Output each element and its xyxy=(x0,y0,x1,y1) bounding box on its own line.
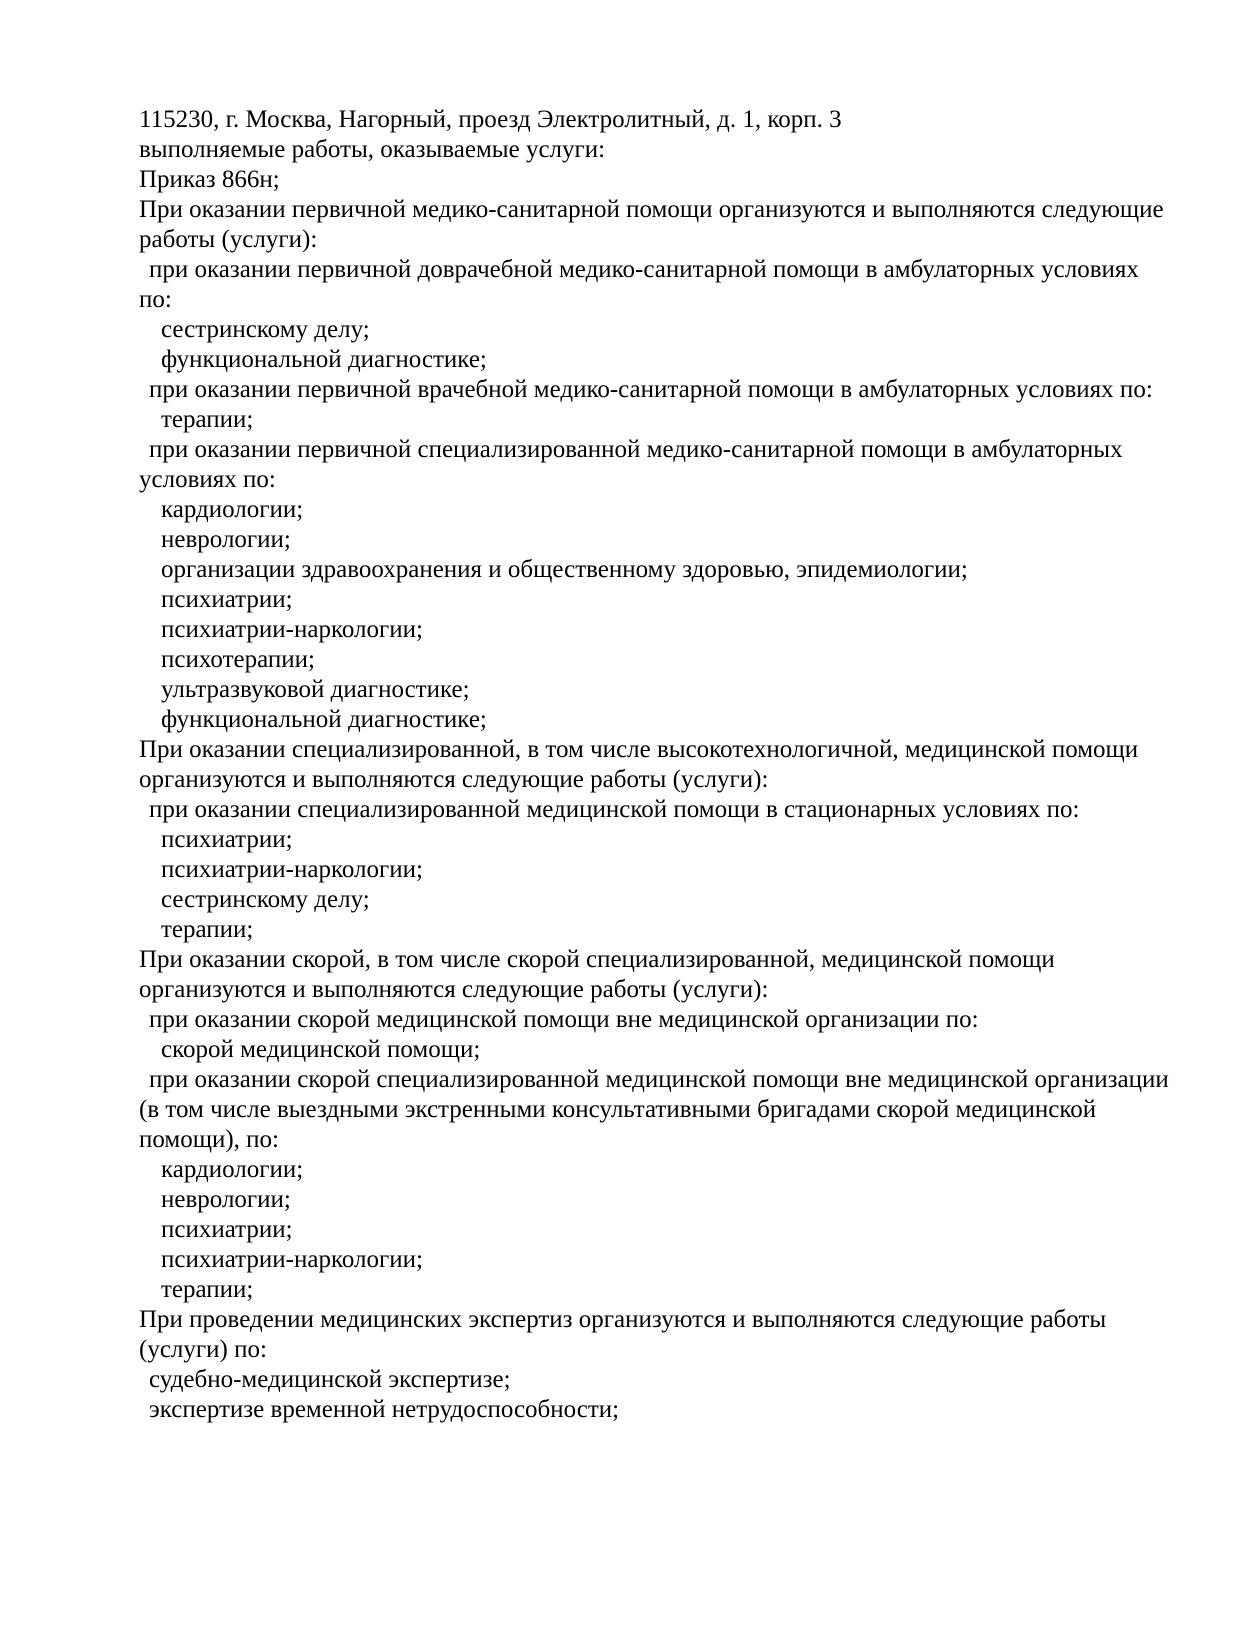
text-line: психотерапии; xyxy=(161,646,315,673)
text-line: выполняемые работы, оказываемые услуги: xyxy=(139,136,606,163)
text-line: психиатрии-наркологии; xyxy=(161,856,423,883)
text-line: неврологии; xyxy=(161,1186,291,1213)
text-line: терапии; xyxy=(161,1276,254,1303)
text-line: кардиологии; xyxy=(161,1156,304,1183)
text-line: При проведении медицинских экспертиз организуются и выполняются следующие работы xyxy=(139,1306,1107,1333)
text-line: сестринскому делу; xyxy=(161,886,370,913)
text-line: сестринскому делу; xyxy=(161,316,370,343)
text-line: терапии; xyxy=(161,916,254,943)
text-line: психиатрии; xyxy=(161,826,293,853)
document-text xyxy=(139,105,1240,1425)
text-line: Приказ 866н; xyxy=(139,166,280,193)
text-line: при оказании скорой специализированной медицинской помощи вне медицинской организации xyxy=(149,1066,1169,1093)
text-line: кардиологии; xyxy=(161,496,304,523)
text-line: организуются и выполняются следующие работы (услуги): xyxy=(139,766,769,793)
text-line: психиатрии-наркологии; xyxy=(161,616,423,643)
text-line: (услуги) по: xyxy=(139,1336,267,1363)
text-line: функциональной диагностике; xyxy=(161,346,487,373)
text-line: ультразвуковой диагностике; xyxy=(161,676,470,703)
text-line: При оказании скорой, в том числе скорой специализированной, медицинской помощи xyxy=(139,946,1055,973)
text-line: При оказании специализированной, в том числе высокотехнологичной, медицинской помощи xyxy=(139,736,1139,763)
text-line: экспертизе временной нетрудоспособности; xyxy=(149,1396,620,1423)
text-line: по: xyxy=(139,286,172,313)
text-line: функциональной диагностике; xyxy=(161,706,487,733)
text-line: при оказании специализированной медицинской помощи в стационарных условиях по: xyxy=(149,796,1080,823)
text-line: 115230, г. Москва, Нагорный, проезд Электролитный, д. 1, корп. 3 xyxy=(139,106,842,133)
text-line: скорой медицинской помощи; xyxy=(161,1036,481,1063)
text-line: психиатрии-наркологии; xyxy=(161,1246,423,1273)
text-line: организации здравоохранения и общественному здоровью, эпидемиологии; xyxy=(161,556,968,583)
text-line: терапии; xyxy=(161,406,254,433)
text-line: психиатрии; xyxy=(161,586,293,613)
text-line: психиатрии; xyxy=(161,1216,293,1243)
text-line: судебно-медицинской экспертизе; xyxy=(149,1366,511,1393)
text-line: При оказании первичной медико-санитарной помощи организуются и выполняются следующие xyxy=(139,196,1164,223)
text-line: условиях по: xyxy=(139,466,276,493)
text-line: при оказании первичной специализированной медико-санитарной помощи в амбулаторных xyxy=(149,436,1123,463)
text-line: работы (услуги): xyxy=(139,226,318,253)
text-line: (в том числе выездными экстренными консультативными бригадами скорой медицинской xyxy=(139,1096,1097,1123)
text-line: при оказании первичной врачебной медико-санитарной помощи в амбулаторных условиях по: xyxy=(149,376,1153,403)
text-line: при оказании первичной доврачебной медико-санитарной помощи в амбулаторных условиях xyxy=(149,256,1139,283)
text-line: организуются и выполняются следующие работы (услуги): xyxy=(139,976,769,1003)
text-line: неврологии; xyxy=(161,526,291,553)
text-line: при оказании скорой медицинской помощи вне медицинской организации по: xyxy=(149,1006,979,1033)
text-line: помощи), по: xyxy=(139,1126,280,1153)
